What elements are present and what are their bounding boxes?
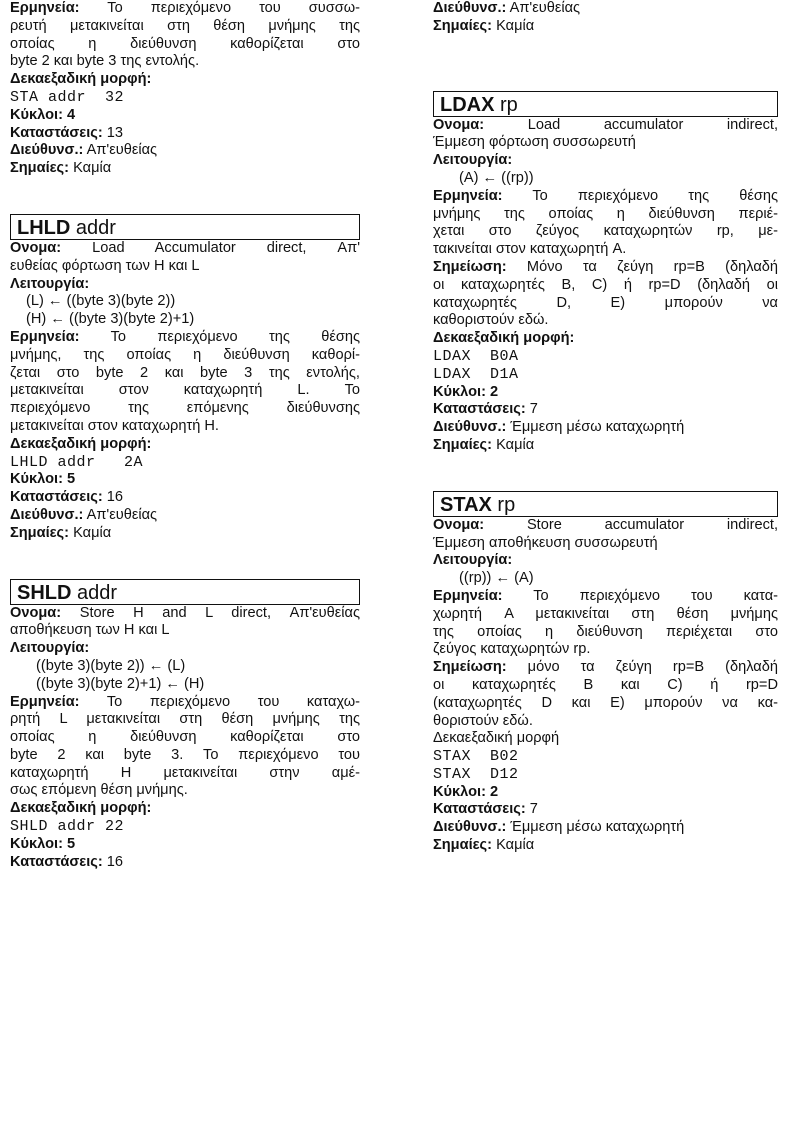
lhld-name-label: Ονομα: — [10, 239, 62, 256]
stax-op-line-1: ((rp)) ← (A) — [459, 570, 534, 587]
sta-interp-line-3: οποίας η διεύθυνση καθορίζεται στο — [10, 35, 360, 52]
lhld-hex-code: LHLD addr 2A — [10, 453, 144, 471]
sta-hex-code: STA addr 32 — [10, 88, 125, 106]
shld-command: SHLD — [17, 581, 72, 604]
ldax-name-label: Ονομα: — [433, 116, 485, 133]
ldax-interp-line-3: χεται στο ζεύγος καταχωρητών rp, με- — [433, 223, 778, 240]
lhld-address-label: Διεύθυνσ.: — [10, 506, 84, 523]
left-column — [10, 0, 360, 871]
shld-cycles-value: 5 — [62, 835, 76, 852]
ldax-name-line-1: Load accumulator indirect, — [484, 116, 778, 133]
ldax-hex-code-1: LDAX B0A — [433, 347, 519, 365]
shld-address-label: Διεύθυνσ.: — [433, 0, 507, 16]
stax-operand: rp — [491, 493, 516, 516]
ldax-flags-label: Σημαίες: — [433, 436, 493, 453]
stax-interp-line-3: της οποίας η διεύθυνση περιέχεται στο — [433, 623, 778, 640]
shld-name-line-1: Store H and L direct, Απ'ευθείας — [61, 604, 360, 621]
lhld-states-value: 16 — [102, 489, 124, 506]
ldax-op-label: Λειτουργία: — [433, 152, 513, 169]
lhld-interp-line-3: ζεται στο byte 2 και byte 3 της εντολής, — [10, 364, 360, 381]
lhld-interp-line-2: μνήμης, της οποίας η διεύθυνση καθορί- — [10, 346, 360, 363]
ldax-note-line-3: καταχωρητές D, E) μπορούν να — [433, 294, 778, 311]
ldax-operand: rp — [494, 93, 518, 116]
shld-hex-code: SHLD addr 22 — [10, 818, 125, 836]
stax-title-box — [433, 491, 778, 517]
stax-cycles-value: 2 — [485, 783, 499, 800]
lhld-command: LHLD — [17, 216, 71, 239]
lhld-states-label: Καταστάσεις: — [10, 489, 103, 506]
lhld-name-line-2: ευθείας φόρτωση των H και L — [10, 257, 200, 274]
lhld-flags-label: Σημαίες: — [10, 524, 70, 541]
ldax-address-label: Διεύθυνσ.: — [433, 419, 507, 436]
sta-address-value: Απ'ευθείας — [83, 142, 158, 159]
shld-op-line-1: ((byte 3)(byte 2)) ← (L) — [36, 657, 186, 674]
lhld-op-line-1: (L) ← ((byte 3)(byte 2)) — [26, 293, 176, 310]
stax-note-label: Σημείωση: — [433, 659, 507, 676]
shld-address-value: Απ'ευθείας — [506, 0, 581, 16]
ldax-interp-label: Ερμηνεία: — [433, 187, 503, 204]
stax-flags-value: Καμία — [492, 837, 535, 854]
shld-interp-line-4: byte 2 και byte 3. Το περιεχόμενο του — [10, 746, 360, 763]
shld-title-box — [10, 579, 360, 605]
stax-states-label: Καταστάσεις: — [433, 801, 526, 818]
sta-interp-line-4: byte 2 και byte 3 της εντολής. — [10, 53, 200, 70]
stax-interp-line-4: ζεύγος καταχωρητών rp. — [433, 641, 591, 658]
shld-states-value: 16 — [102, 853, 124, 870]
lhld-interp-label: Ερμηνεία: — [10, 328, 80, 345]
stax-flags-label: Σημαίες: — [433, 837, 493, 854]
ldax-hex-code-2: LDAX D1A — [433, 365, 519, 383]
lhld-address-value: Απ'ευθείας — [83, 506, 158, 523]
ldax-states-label: Καταστάσεις: — [433, 401, 526, 418]
ldax-op-line-1: (A) ← ((rp)) — [459, 169, 534, 186]
ldax-hex-label: Δεκαεξαδική μορφή: — [433, 330, 575, 347]
shld-flags-label: Σημαίες: — [433, 17, 493, 34]
ldax-note-label: Σημείωση: — [433, 258, 507, 275]
shld-name-label: Ονομα: — [10, 604, 62, 621]
sta-flags-value: Καμία — [69, 160, 112, 177]
lhld-interp-line-4: μετακινείται στον καταχωρητή L. Το — [10, 382, 360, 399]
lhld-cycles-value: 5 — [62, 471, 76, 488]
sta-interpretation — [10, 0, 360, 71]
ldax-interp-line-4: τακινείται στον καταχωρητή A. — [433, 241, 627, 258]
stax-interp-line-2: χωρητή A μετακινείται στη θέση μνήμης — [433, 605, 778, 622]
lhld-interp-line-6: μετακινείται στον καταχωρητή H. — [10, 417, 219, 434]
ldax-interp-line-2: μνήμης της οποίας η διεύθυνση περιέ- — [433, 205, 778, 222]
shld-name-line-2: αποθήκευση των H και L — [10, 622, 170, 639]
lhld-name-line-1: Load Accumulator direct, Απ' — [61, 239, 360, 256]
lhld-interp-line-1: Το περιεχόμενο της θέσης — [79, 328, 360, 345]
stax-note-line-3: (καταχωρητές D και E) μπορούν να κα- — [433, 694, 778, 711]
right-column — [433, 0, 778, 855]
shld-cycles-label: Κύκλοι: — [10, 835, 63, 852]
stax-cycles-label: Κύκλοι: — [433, 783, 486, 800]
stax-name-line-2: Έμμεση αποθήκευση συσσωρευτή — [433, 534, 658, 551]
shld-interp-line-2: ρητή L μετακινείται στη θέση μνήμης της — [10, 711, 360, 728]
sta-address-label: Διεύθυνσ.: — [10, 142, 84, 159]
stax-address-value: Έμμεση μέσω καταχωρητή — [506, 819, 685, 836]
ldax-name-line-2: Έμμεση φόρτωση συσσωρευτή — [433, 134, 636, 151]
ldax-cycles-value: 2 — [485, 383, 499, 400]
sta-hex-label: Δεκαεξαδική μορφή: — [10, 71, 152, 88]
lhld-operand: addr — [70, 216, 116, 239]
lhld-hex-label: Δεκαεξαδική μορφή: — [10, 435, 152, 452]
sta-interp-line-2: ρευτή μετακινείται στη θέση μνήμης της — [10, 17, 360, 34]
lhld-interp-line-5: περιεχόμενο της επόμενης διεύθυνσης — [10, 400, 360, 417]
sta-flags-label: Σημαίες: — [10, 160, 70, 177]
ldax-note-line-4: καθοριστούν εδώ. — [433, 312, 549, 329]
lhld-op-line-2: (H) ← ((byte 3)(byte 2)+1) — [26, 311, 195, 328]
sta-cycles-label: Κύκλοι: — [10, 106, 63, 123]
stax-address-label: Διεύθυνσ.: — [433, 819, 507, 836]
stax-hex-code-2: STAX D12 — [433, 765, 519, 783]
sta-interp-line-1: Το περιεχόμενο του συσσω- — [79, 0, 360, 16]
shld-op-line-2: ((byte 3)(byte 2)+1) ← (H) — [36, 675, 205, 692]
shld-states-label: Καταστάσεις: — [10, 853, 103, 870]
stax-states-value: 7 — [525, 801, 538, 818]
ldax-note-line-2: οι καταχωρητές B, C) ή rp=D (δηλαδή οι — [433, 276, 778, 293]
sta-interp-label: Ερμηνεία: — [10, 0, 80, 16]
stax-op-label: Λειτουργία: — [433, 552, 513, 569]
ldax-interp-line-1: Το περιεχόμενο της θέσης — [502, 187, 778, 204]
shld-operand: addr — [71, 581, 118, 604]
stax-interp-line-1: Το περιεχόμενο του κατα- — [502, 587, 778, 604]
shld-flags-value: Καμία — [492, 17, 535, 34]
ldax-flags-value: Καμία — [492, 436, 535, 453]
sta-states-value: 13 — [102, 124, 124, 141]
stax-note-line-4: θοριστούν εδώ. — [433, 712, 533, 729]
stax-name-label: Ονομα: — [433, 516, 485, 533]
ldax-address-value: Έμμεση μέσω καταχωρητή — [506, 419, 685, 436]
stax-name-line-1: Store accumulator indirect, — [484, 516, 778, 533]
lhld-op-label: Λειτουργία: — [10, 275, 90, 292]
shld-interp-line-1: Το περιεχόμενο του καταχω- — [79, 693, 360, 710]
stax-command: STAX — [440, 493, 492, 516]
shld-hex-label: Δεκαεξαδική μορφή: — [10, 800, 152, 817]
stax-hex-code-1: STAX B02 — [433, 748, 519, 766]
shld-interp-line-6: σως επόμενη θέση μνήμης. — [10, 782, 188, 799]
ldax-command: LDAX — [440, 93, 495, 116]
shld-interp-label: Ερμηνεία: — [10, 693, 80, 710]
sta-states-label: Καταστάσεις: — [10, 124, 103, 141]
ldax-cycles-label: Κύκλοι: — [433, 383, 486, 400]
lhld-flags-value: Καμία — [69, 524, 112, 541]
lhld-title-box — [10, 214, 360, 240]
stax-interp-label: Ερμηνεία: — [433, 587, 503, 604]
shld-interp-line-3: οποίας η διεύθυνση καθορίζεται στο — [10, 729, 360, 746]
shld-op-label: Λειτουργία: — [10, 640, 90, 657]
ldax-title-box — [433, 91, 778, 117]
sta-cycles-value: 4 — [62, 106, 76, 123]
stax-note-line-1: μόνο τα ζεύγη rp=B (δηλαδή — [506, 659, 778, 676]
stax-hex-label: Δεκαεξαδική μορφή — [433, 730, 560, 747]
ldax-note-line-1: Μόνο τα ζεύγη rp=B (δηλαδή — [506, 258, 778, 275]
lhld-cycles-label: Κύκλοι: — [10, 471, 63, 488]
stax-note-line-2: οι καταχωρητές B και C) ή rp=D — [433, 676, 778, 693]
ldax-states-value: 7 — [525, 401, 538, 418]
shld-interp-line-5: καταχωρητή H μετακινείται στην αμέ- — [10, 764, 360, 781]
